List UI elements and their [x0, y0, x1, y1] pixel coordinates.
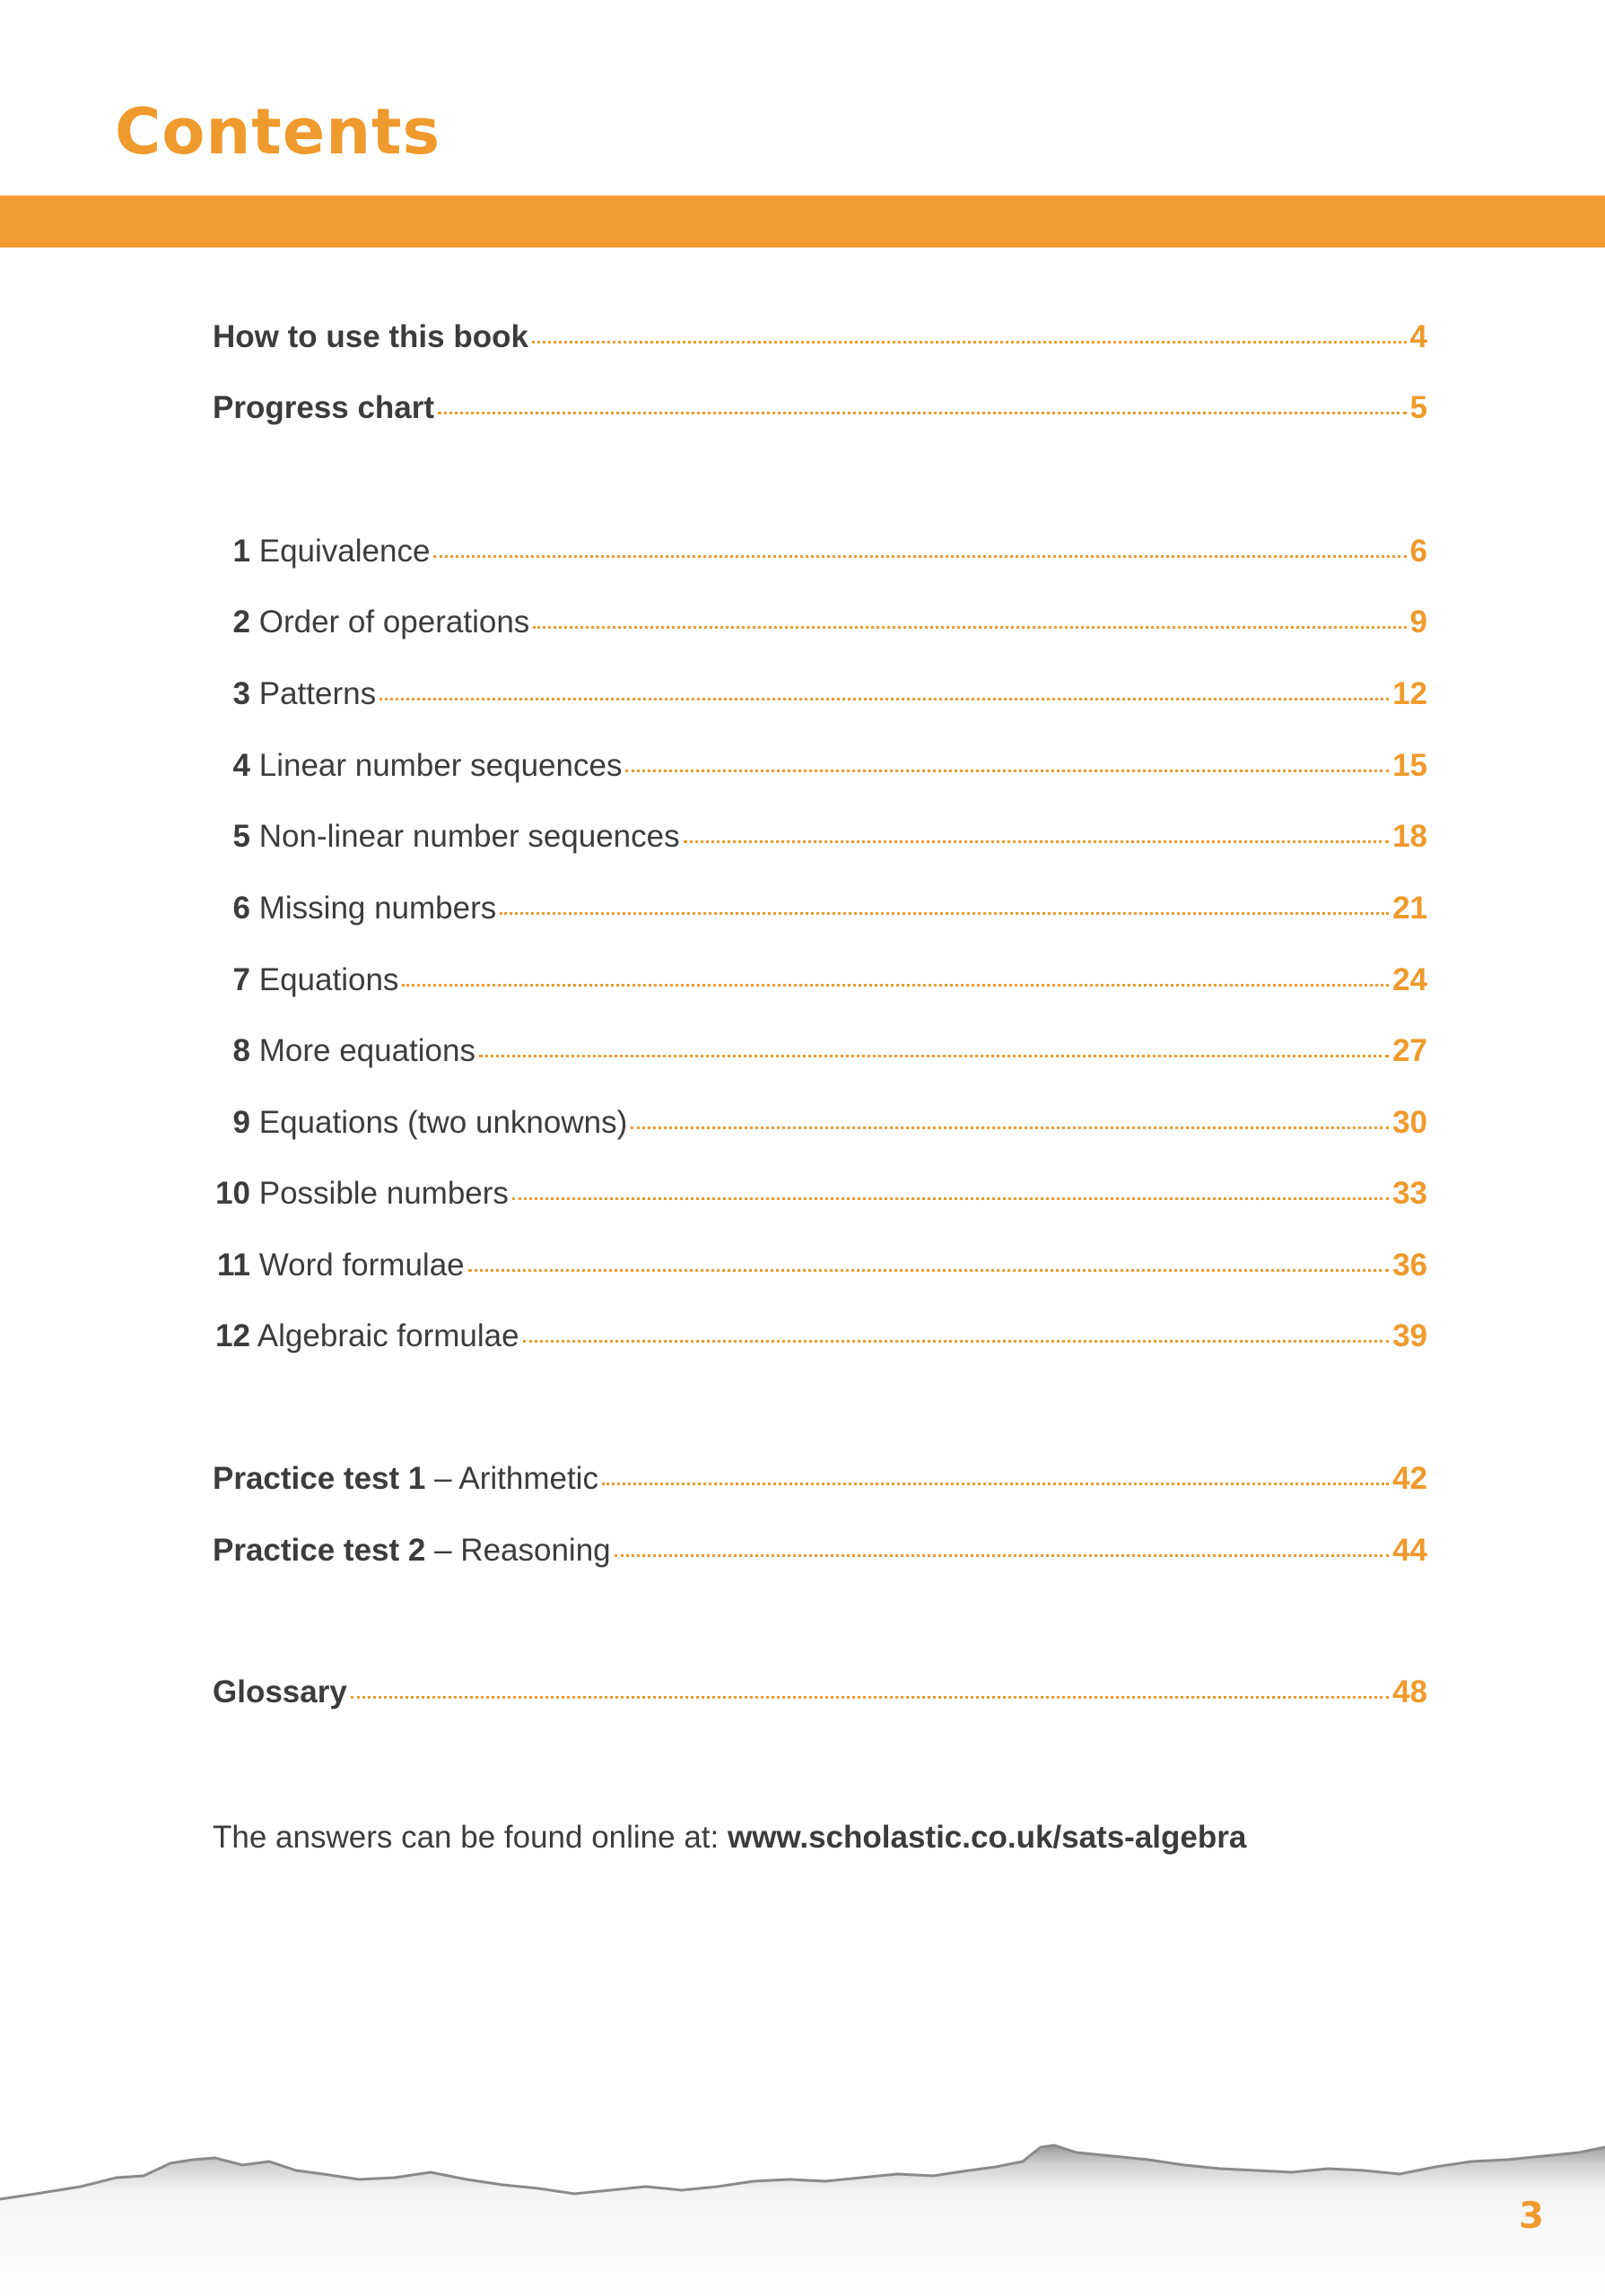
toc-entry-chapter[interactable] [213, 817, 1427, 857]
toc-page: 9 [1409, 604, 1427, 639]
toc-page: 6 [1409, 534, 1427, 569]
dot-leader [615, 1554, 1389, 1557]
chapter-number: 8 [232, 1033, 250, 1068]
chapter-title: Order of operations [258, 604, 530, 639]
chapter-title: Possible numbers [258, 1176, 509, 1211]
chapter-number: 9 [232, 1105, 250, 1140]
page-title: Contents [115, 95, 441, 169]
toc-page: 27 [1392, 1033, 1427, 1068]
toc-entry-glossary[interactable] [213, 1673, 1427, 1712]
toc-entry-chapter[interactable] [213, 889, 1427, 928]
toc-page: 39 [1392, 1318, 1427, 1353]
dot-leader [684, 840, 1389, 843]
dot-leader [602, 1483, 1389, 1485]
toc-entry-chapter[interactable] [213, 746, 1427, 786]
toc-entry-chapter[interactable] [213, 603, 1427, 642]
toc-label: Progress chart [213, 390, 435, 425]
dot-leader [523, 1340, 1389, 1343]
toc-page: 12 [1392, 676, 1427, 711]
toc-entry-chapter[interactable] [213, 674, 1427, 714]
toc-entry-chapter[interactable] [213, 532, 1427, 571]
dot-leader [379, 698, 1389, 700]
dot-leader [351, 1696, 1389, 1699]
test-subtitle: – Reasoning [434, 1533, 611, 1568]
chapter-title: Word formulae [258, 1248, 465, 1283]
test-title: Practice test 1 [213, 1461, 426, 1496]
header-band [0, 196, 1605, 248]
toc-entry-how-to-use[interactable] [213, 317, 1427, 357]
dot-leader [631, 1126, 1389, 1129]
toc-entry-chapter[interactable] [213, 1174, 1427, 1213]
toc-label: Glossary [213, 1674, 347, 1709]
page-number: 3 [1519, 2196, 1544, 2237]
chapter-number: 4 [232, 748, 250, 783]
answers-note [213, 1818, 1246, 1857]
toc-page: 33 [1392, 1176, 1427, 1211]
test-title: Practice test 2 [213, 1533, 426, 1568]
chapter-number: 6 [232, 891, 250, 926]
toc-page: 18 [1392, 819, 1427, 854]
dot-leader [479, 1055, 1389, 1057]
toc-entry-practice-test-1[interactable] [213, 1459, 1427, 1499]
toc-page: 24 [1392, 962, 1427, 997]
dot-leader [512, 1197, 1389, 1200]
chapter-title: Patterns [258, 676, 377, 711]
answers-url-link[interactable]: www.scholastic.co.uk/sats-algebra [727, 1820, 1247, 1855]
chapter-title: Linear number sequences [258, 748, 623, 783]
toc-page: 15 [1392, 748, 1427, 783]
toc-label: How to use this book [213, 319, 528, 354]
chapter-number: 12 [215, 1318, 250, 1353]
toc-page: 4 [1409, 319, 1427, 354]
dot-leader [533, 626, 1406, 629]
chapter-number: 3 [232, 676, 250, 711]
chapter-title: Missing numbers [258, 891, 497, 926]
dot-leader [532, 341, 1407, 344]
answers-note-text: The answers can be found online at: [213, 1820, 728, 1855]
toc-page: 21 [1392, 891, 1427, 926]
chapter-number: 11 [217, 1248, 250, 1283]
dot-leader [625, 770, 1389, 772]
toc-page: 42 [1392, 1461, 1427, 1496]
chapter-title: Equations (two unknowns) [258, 1105, 628, 1140]
toc-entry-chapter[interactable] [213, 1031, 1427, 1071]
toc-entry-chapter[interactable] [213, 1103, 1427, 1143]
toc-page: 36 [1392, 1248, 1427, 1283]
toc-page: 44 [1392, 1533, 1427, 1568]
toc-entry-practice-test-2[interactable] [213, 1531, 1427, 1570]
toc-page: 48 [1392, 1674, 1427, 1709]
chapter-number: 1 [232, 534, 250, 569]
toc-entry-chapter[interactable] [213, 1246, 1427, 1285]
dot-leader [438, 412, 1406, 414]
toc-entry-chapter[interactable] [213, 1317, 1427, 1356]
toc-entry-chapter[interactable] [213, 961, 1427, 1000]
chapter-title: Equivalence [258, 534, 431, 569]
dot-leader [402, 984, 1389, 987]
torn-paper-edge [0, 2135, 1605, 2296]
test-subtitle: – Arithmetic [434, 1461, 598, 1496]
toc-page: 5 [1409, 390, 1427, 425]
dot-leader [500, 912, 1389, 915]
chapter-title: Non-linear number sequences [258, 819, 680, 854]
toc-entry-progress-chart[interactable] [213, 388, 1427, 428]
chapter-title: More equations [258, 1033, 475, 1068]
chapter-number: 10 [215, 1176, 250, 1211]
chapter-number: 7 [232, 962, 250, 997]
chapter-number: 2 [232, 604, 250, 639]
dot-leader [433, 555, 1406, 558]
chapter-title: Algebraic formulae [257, 1318, 519, 1353]
chapter-title: Equations [258, 962, 399, 997]
chapter-number: 5 [232, 819, 250, 854]
dot-leader [468, 1269, 1389, 1272]
toc-page: 30 [1392, 1105, 1427, 1140]
